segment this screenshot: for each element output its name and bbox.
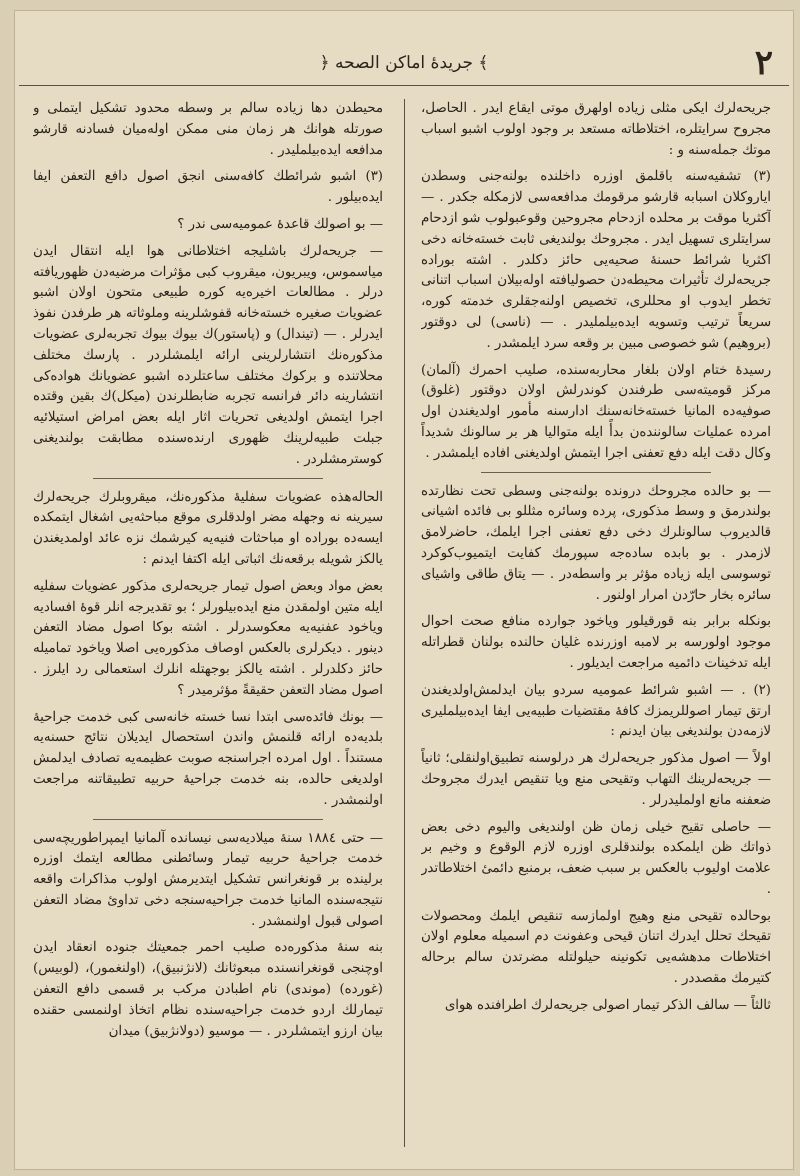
paragraph: (٣) اشبو شرائطك كافه‌سنى انجق اصول دافع التعفن ايفا ايده‌بيلور .: [33, 169, 383, 206]
page-number: ٢: [754, 43, 773, 83]
newspaper-page: [14, 10, 794, 1170]
paragraph: جريحه‌لرك ايكى مثلى زياده اولهرق موتى ايقاع ايدر . الحاصل، مجروح سرايتلره، اختلاطاته مستعد بر وجود اولوب اشبو اسباب موتك جمله‌سنه و :: [421, 101, 771, 158]
paragraph: — بو اصولك قاعدهٔ عموميه‌سى ندر ؟: [177, 216, 383, 232]
paragraph: رسيدهٔ ختام اولان بلغار محاربه‌سنده، صليب احمرك (آلمان) مركز قوميته‌سى طرفندن كوندرلش اولان دوقتور (غلوق) صوفيه‌ده المانيا خسته‌خانه‌سنك ادارسنه مأمور اولديغندن اول امرده عمليات سالوننده‌ن بدأً ايله متواليا هر بر سالونك شديداً وكال دقت ايله دفع تعفنى اجرا ايتمش اولديغنى افاده ايلمشدر .: [421, 362, 771, 461]
section-divider: [93, 819, 323, 820]
paragraph: — حتى ١٨٨٤ سنهٔ ميلاديه‌سى نيسانده آلمانيا ايمپراطوريچه‌سى خدمت جراحيهٔ حربيه تيمار وسائطنى مطالعه ايتمك اوزره برلينده بر قونغرانس تشكيل ايتديرمش اولوب مذاكرات واقعه نتيجه‌سنده المانيا خدمت جراحيه‌سنجه دخى تداوىٔ مضاد التعفن اصولى قبول اولنمشدر .: [33, 830, 383, 929]
column-divider: [404, 99, 405, 1147]
page-header: [15, 39, 793, 95]
paragraph: — بو حالده مجروحك درونده بولنه‌جنى وسطى تحت نظارتده بولندرمق و وسط مذكورى، پرده وسائره مثللو بى فائده اشيانى قالديروب سالونلرك دخى دفع تعفنى اجرا ايلمك، حاضرلامق لازمدر . بو بابده ساده‌جه سپورمك كفايت ايتميوب‌كوكرد توسوسى ايله زياده مؤثر بر واسطه‌در . — يتاق طاقى واشياى سائره بخار حارّدن امرار اولنور .: [421, 483, 771, 603]
paragraph: (٢) . — اشبو شرائط عموميه سردو بيان ايدلمش‌اولديغندن ارتق تيمار اصوللريمزك كافهٔ مقتضيات طبيه‌يى ايفا ايده‌بيلمليرى لازمه‌دن بولنديغى بيان ايدنم :: [421, 682, 771, 740]
section-divider: [481, 472, 711, 473]
paragraph: — بونك فائده‌سى ابتدا نسا خسته خانه‌سى كبى خدمت جراحيهٔ بلديه‌ده ارائه قلنمش واندن استحصال ايديلان نتائج حسنه‌يه مستنداً . اول امرده اجراسنجه صوبت عظيمه‌يه تصادف ايدلمش اولديغى حالده، بنه خدمت جراحيهٔ حربيه تطبيقاتنه مراجعت اولنمشدر .: [33, 709, 383, 808]
paragraph: بونكله برابر بنه قورقيلور وياخود جوارده منافع صحت احوال موجود اولورسه بر لامبه اوزرنده غليان حالنده بولنان قطراتله ايله تدخينات دائميه مراجعت ايديلور .: [421, 614, 771, 671]
header-rule: [19, 85, 789, 86]
paragraph: — جريحه‌لرك باشليجه اختلاطانى هوا ايله انتقال ايدن مياسموس، ويبريون، ميقروب كبى مؤثرات مرضيه‌دن ظهوريافته درلر . مطالعات اخيره‌يه كوره طبيعى متحون اولان اشبو عضويات صغيره خسته‌خانه قفوشلرينه وملوثاته هر طرفدن نفوذ ايدرلر . — (تيندال) و (پاستور)ك بيوك بيوك تجربه‌لرى عضويات مذكوره‌نك انتشارلرينى ارائه ايلمشلردر . پارسك مختلف محلاتنده و بركوك مختلف ساعتلرده اشبو عضويانك هواده‌كى انتشارينه دائر فرانسه تجربه ضابطلرندن (ميكل)ك بقين وقتده اجرا ايتمش اولديغى تحريات اثار ايله بعض امراض استيلائيه جبلت طبيه‌لرينك ظهورى ارنده‌سنده مطابقت بولنديغنى كوسترمشلردر .: [33, 243, 383, 467]
running-title: ﴿ جريدهٔ اماكن الصحه ﴾: [319, 53, 489, 73]
paragraph: الحاله‌هذه عضويات سفليهٔ مذكوره‌نك، ميقروبلرك جريحه‌لرك سيرينه نه وجهله مضر اولدقلرى موقع مباحثه‌يى اشغال ايتمكده ايسه‌ده بوراده او مباحثات فنيه‌يه كيرشمك نزه عائد اولمديغندن يالكز شويله برقعه‌نك اثباتى ايله اكتفا ايدنم :: [33, 489, 383, 567]
paragraph: — حاصلى تقيح خيلى زمان ظن اولنديغى واليوم دخى بعض ذواتك ظن ايلمكده بولندقلرى اوزره لازم الوقوع و وخيم بر علامت اوليوب بالعكس بر سبب ضعف، برمنبع دائمىٔ اختلاطاتدر .: [421, 819, 771, 897]
paragraph: بعض مواد وبعض اصول تيمار جريحه‌لرى مذكور عضويات سفليه ايله متين اولمقدن منع ايده‌بيلورلر ؛ بو تقديرجه انلر قوهٔ افساديه وياخود عفنيه‌يه معكوسدرلر . اشته بوكا اصول مضاد التعفن دينور . ديكرلرى بالعكس اوصاف مذكوره‌يى اصلا وياخود تماميله حائز دكلدرلر . اشته يالكز بوجهتله انلرك استعمالى رد ايلرز . اصول مضاد التعفن حقيقةً مؤثرميدر ؟: [33, 578, 383, 698]
paragraph: (٣) تشفيه‌سنه باقلمق اوزره داخلنده بولنه‌جنى وسطدن اياروكلان اسبابه قارشو مرقومك مدافعه‌سى لازمكله جكدر . — آكثريا موقت بر محلده ازدحام مجروحين وقوعبولوب شو ازدحام سرايتلرى تسهيل ايدر . مجروحك بولنديغى ثابت خسته‌خانه دخى اكثريا شرائط حسنهٔ صحيه‌يى حائز دكلدر . اشته بوراده جريحه‌لرك تأثيرات محيطه‌دن حصوليافته اوله‌بيلان اسباب اتنانى تخطر ايدوب او محللرى، تخصيص اولنه‌جقلرى خدمته كوره، سريعاً ترتيب وتسويه ايده‌بيلمليدر . — (ناسى) لى دوقتور (بروهيم) شو خصوصى مبين بر وقعه سرد ايلمشدر .: [421, 169, 771, 351]
right-column: [421, 99, 771, 1147]
paragraph: محيطدن دها زياده سالم بر وسطه محدود تشكيل ايتملى و صورتله هوانك هر زمان منى ممكن اوله‌ميان فسادنه قارشو مدافعه ايده‌بيلمليدر .: [33, 101, 383, 158]
paragraph: اولاً — اصول مذكور جريحه‌لرك هر درلوسنه تطبيق‌اولنقلى؛ ثانياً — جريحه‌لرينك التهاب وتقيحى منع ويا تنقيص ايدرك مجروحك ضعفنه مانع اولمليدرلر .: [421, 751, 771, 808]
paragraph: بنه سنهٔ مذكوره‌ده صليب احمر جمعيتك جنوده انعقاد ايدن اوچنجى قونغرانسنده مبعوثانك (لانژنبيق)، (اولنغمور)، (لوبيس) (غورده) (موندى) نام اطبادن مركب بر قسمى دافع التعفن تيمارلك اردو خدمت جراحيه‌سنده نظام اتخاذ اولنمسى حقنده بيان ارزو ايتمشلردر . — موسيو (دولانژبيق) ميدان: [33, 940, 383, 1039]
left-column: [33, 99, 383, 1147]
section-divider: [93, 478, 323, 479]
paragraph: بوحالده تقيحى منع وهيج اولمازسه تنقيص ايلمك ومحصولات تقيحك تحلل ايدرك اتنان قيحى وعفونت دم اسميله معلوم اولان اختلاطات مدهشه‌يى تكونينه حيلولتله مضرتدن سالم برحاله كتيرمك مقصد‌در .: [421, 908, 771, 987]
paragraph: ثالثاً — سالف الذكر تيمار اصولى جريحه‌لرك اطرافنده هواى: [444, 997, 771, 1013]
